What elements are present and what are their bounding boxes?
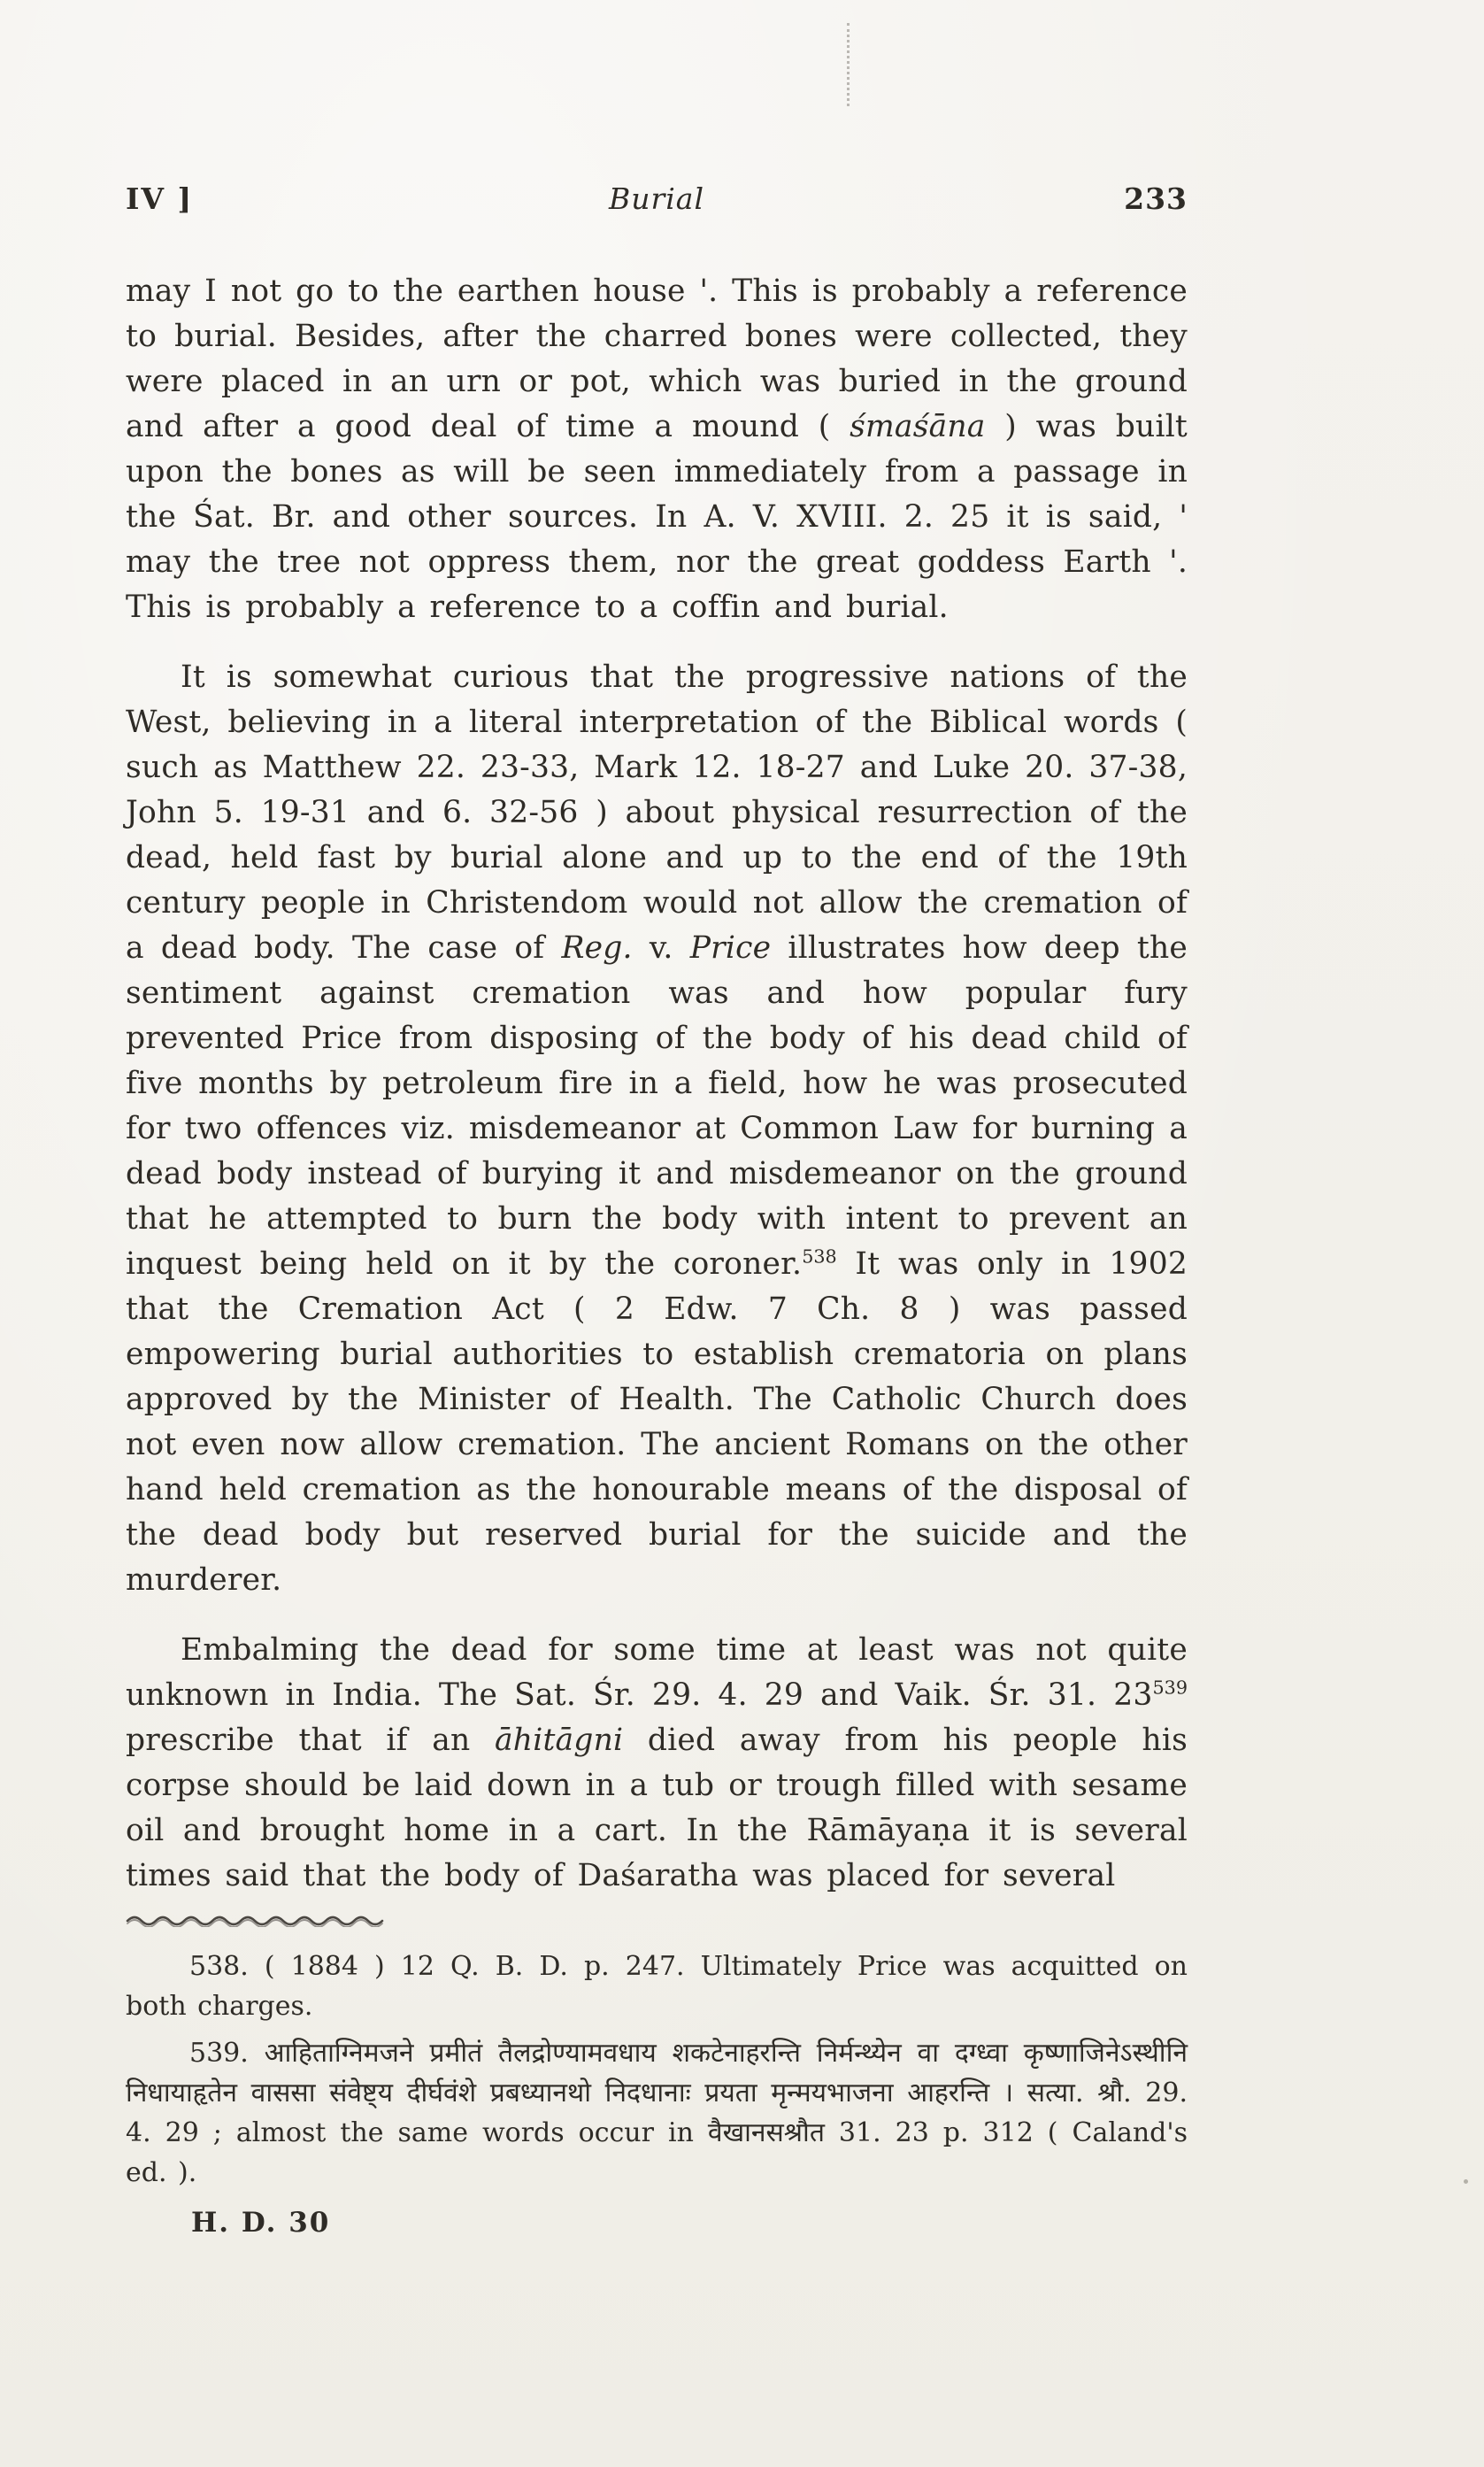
chapter-marker: IV ] bbox=[126, 181, 194, 216]
running-head bbox=[126, 181, 1188, 216]
footnote-538: 538. ( 1884 ) 12 Q. B. D. p. 247. Ultimately Price was acquitted on both charges. bbox=[126, 1951, 1188, 2022]
wavy-rule-icon bbox=[126, 1913, 400, 1927]
footnote-separator bbox=[126, 1913, 1188, 1927]
body-paragraph-2: It is somewhat curious that the progressive nations of the West, believing in a literal interpretation of the Biblical words ( such as Matthew 22. 23-33, Mark 12. 18-27 and Luke 20. 37-38, John 5. 19-31 and 6. 32-56 ) about physical resurrection of the dead, held fast by burial alone and up to the end of the 19th century people in Christendom would not allow the cremation of a dead body. The case of Reg. v. Price illustrates how deep the sentiment against cremation was and how popular fury prevented Price from disposing of the body of his dead child of five months by petroleum fire in a field, how he was prosecuted for two offences viz. misdemeanor at Common Law for burning a dead body instead of burying it and misdemeanor on the ground that he attempted to burn the body with intent to prevent an inquest being held on it by the coroner.$^{538}$ It was only in 1902 that the Cremation Act ( 2 Edw. 7 Ch. 8 ) was passed empowering burial authorities to establish crematoria on plans approved by the Minister of Health. The Catholic Church does not even now allow cremation. The ancient Romans on the other hand held cremation as the honourable means of the disposal of the dead body but reserved burial for the suicide and the murderer. bbox=[126, 659, 1188, 1598]
scan-artifact-dot bbox=[1464, 2179, 1468, 2184]
page-body bbox=[126, 269, 1188, 1899]
running-title: Burial bbox=[608, 181, 705, 216]
page-number: 233 bbox=[1124, 181, 1188, 216]
signature-mark: H. D. 30 bbox=[191, 2207, 331, 2239]
body-paragraph-1: may I not go to the earthen house '. This is probably a reference to burial. Besides, after the charred bones were collected, they were placed in an urn or pot, which was buried in the ground and after a good deal of time a mound ( śmaśāna ) was built upon the bones as will be seen immediately from a passage in the Śat. Br. and other sources. In A. V. XVIII. 2. 25 it is said, ' may the tree not oppress them, nor the great goddess Earth '. This is probably a reference to a coffin and burial. bbox=[126, 274, 1188, 625]
scan-artifact-line bbox=[847, 23, 850, 106]
footnotes-section bbox=[126, 1947, 1188, 2193]
footnote-539: 539. आहिताग्निमजने प्रमीतं तैलद्रोण्यामवधाय शकटेनाहरन्ति निर्मन्थ्येन वा दग्ध्वा कृष्णाजिनेऽस्थीनि निधायाहृतेन वाससा संवेष्ट्य दीर्घवंशे प्रबध्यानथो निदधानाः प्रयता मृन्मयभाजना आहरन्ति । सत्या. श्रौ. 29. 4. 29 ; almost the same words occur in वैखानसश्रौत 31. 23 p. 312 ( Caland's ed. ). bbox=[126, 2038, 1188, 2188]
body-paragraph-3: Embalming the dead for some time at least was not quite unknown in India. The Sat. Śr. 29. 4. 29 and Vaik. Śr. 31. $23^{539}$ prescribe that if an āhitāgni died away from his people his corpse should be laid down in a tub or trough filled with sesame oil and brought home in a cart. In the Rāmāyaṇa it is several times said that the body of Daśaratha was placed for several bbox=[126, 1632, 1188, 1893]
